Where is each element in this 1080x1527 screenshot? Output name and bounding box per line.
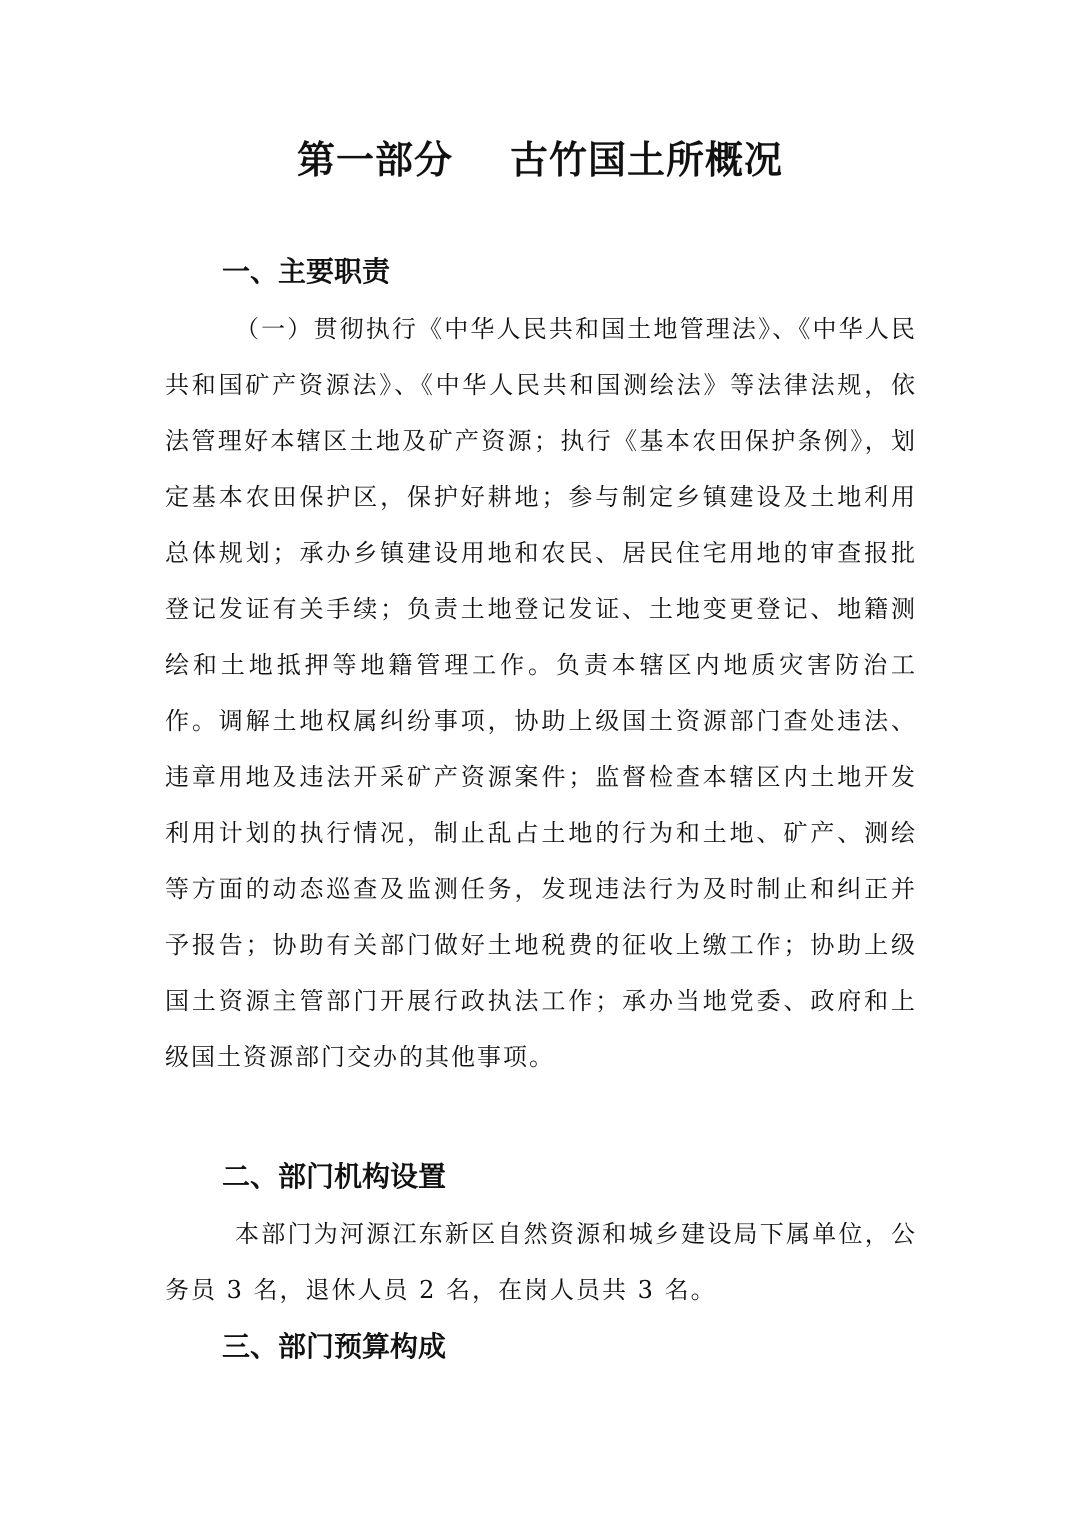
section-heading-organization: 二、部门机构设置	[222, 1160, 447, 1193]
page-title: 第一部分 古竹国土所概况	[297, 138, 783, 182]
section-heading-budget: 三、部门预算构成	[222, 1330, 447, 1363]
section-paragraph-main-duties: （一）贯彻执行《中华人民共和国土地管理法》、《中华人民共和国矿产资源法》、《中华人民共和国测绘法》等法律法规，依法管理好本辖区土地及矿产资源；执行《基本农田保护条例》，划定基本农田保护区，保护好耕地；参与制定乡镇建设及土地利用总体规划；承办乡镇建设用地和农民、居民住宅用地的审查报批登记发证有关手续；负责土地登记发证、土地变更登记、地籍测绘和土地抵押等地籍管理工作。负责本辖区内地质灾害防治工作。调解土地权属纠纷事项，协助上级国土资源部门查处违法、违章用地及违法开采矿产资源案件；监督检查本辖区内土地开发利用计划的执行情况，制止乱占土地的行为和土地、矿产、测绘等方面的动态巡查及监测任务，发现违法行为及时制止和纠正并予报告；协助有关部门做好土地税费的征收上缴工作；协助上级国土资源主管部门开展行政执法工作；承办当地党委、政府和上级国土资源部门交办的其他事项。	[165, 315, 917, 1071]
section-heading-main-duties: 一、主要职责	[222, 255, 391, 288]
section-paragraph-organization: 本部门为河源江东新区自然资源和城乡建设局下属单位，公务员 3 名，退休人员 2 名，在岗人员共 3 名。	[165, 1220, 917, 1304]
